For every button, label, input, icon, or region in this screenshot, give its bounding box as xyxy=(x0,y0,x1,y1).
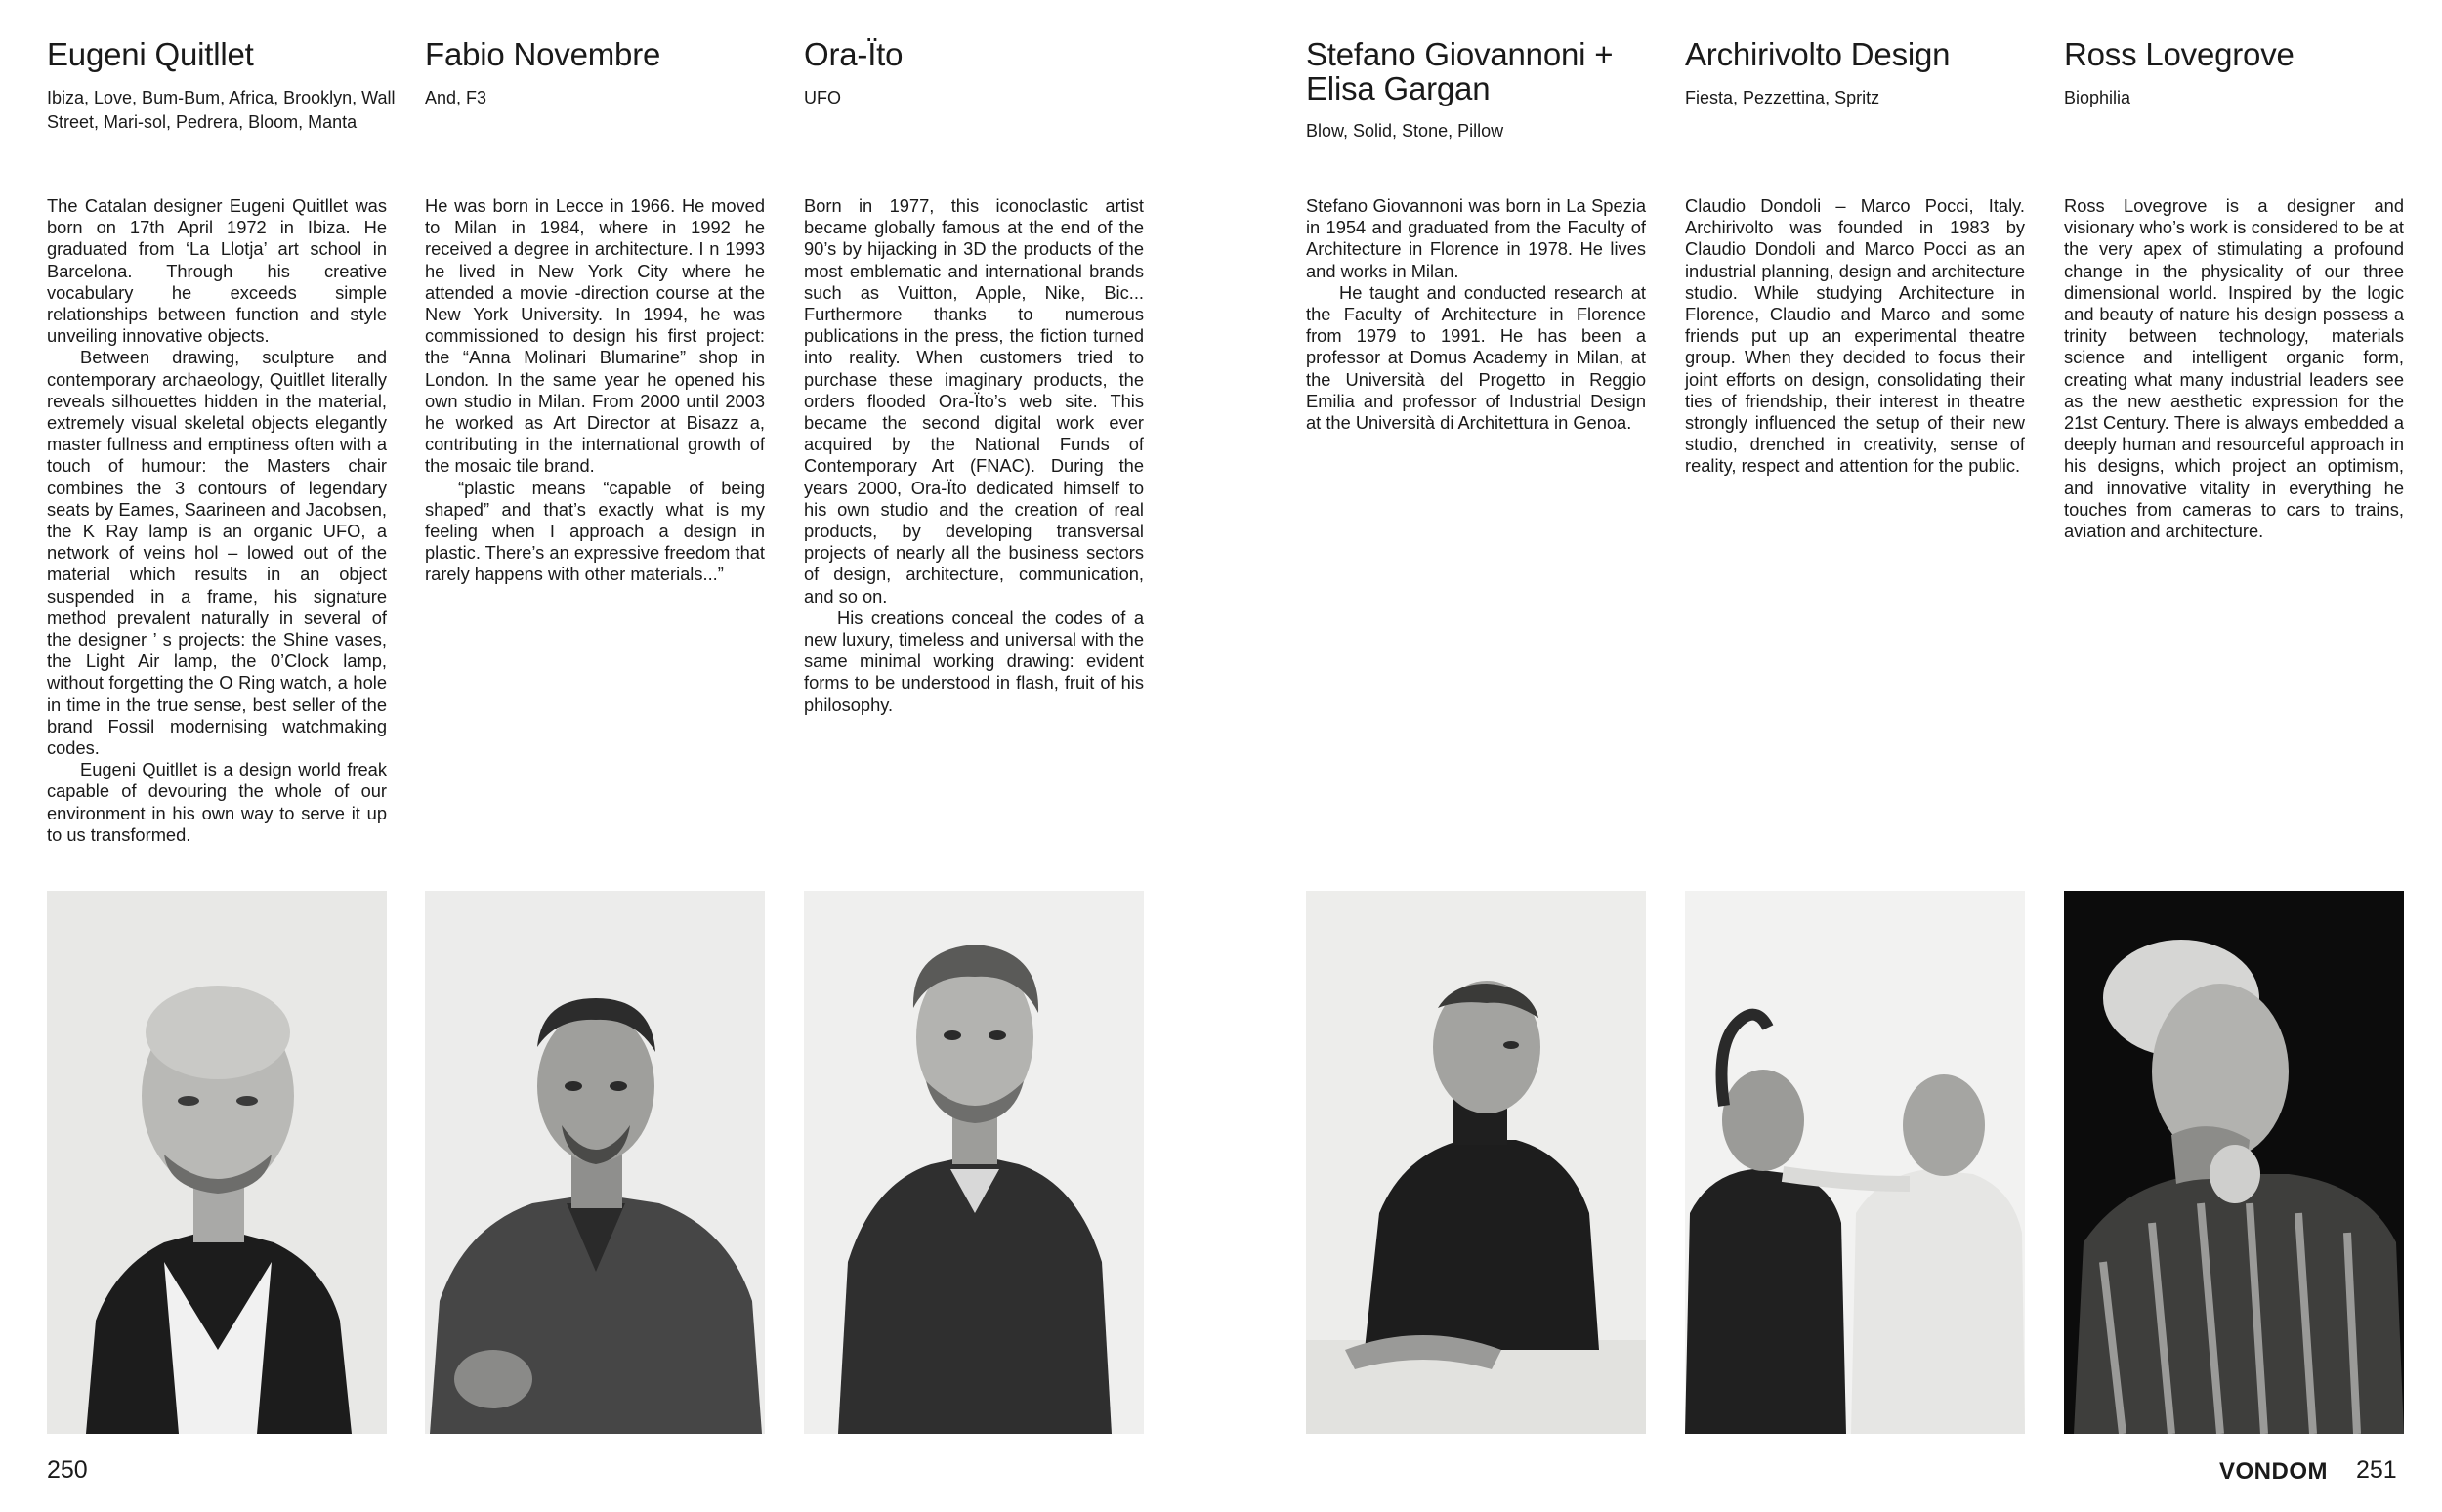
bio-paragraph: He was born in Lecce in 1966. He moved to Milan in 1984, where in 1992 he received a degree in architecture. I n 1993 he lived in New York City where he attended a movie -direction course at the New York University. In 1994, he was commissioned to design his first project: the “Anna Molinari Blumarine” shop in London. In the same year he opened his own studio in Milan. From 2000 until 2003 he worked as Art Director at Bisazz a, contributing in the international growth of the mosaic tile brand. xyxy=(425,195,765,477)
designer-products: Ibiza, Love, Bum-Bum, Africa, Brooklyn, Wall Street, Mari-sol, Pedrera, Bloom, Manta xyxy=(47,88,396,132)
designer-products: Fiesta, Pezzettina, Spritz xyxy=(1685,88,1880,107)
designer-bio xyxy=(1306,195,1646,434)
designer-bio xyxy=(47,195,387,846)
designer-bio xyxy=(1685,195,2025,478)
bio-paragraph: He taught and conducted research at the Faculty of Architecture in Florence from 1979 to 1991. He has been a professor at Domus Academy in Milan, at the Università del Progetto in Reggio Emilia and professor of Industrial Design at the Università di Architettura in Genoa. xyxy=(1306,281,1646,434)
designer-bio xyxy=(425,195,765,586)
portrait-photo xyxy=(1306,891,1646,1434)
portrait-photo xyxy=(47,891,387,1434)
bio-paragraph: Claudio Dondoli – Marco Pocci, Italy. Archirivolto was founded in 1983 by Claudio Dondoli and Marco Pocci as an industrial planning, design and architecture studio. While studying Architecture in Florence, Claudio and Marco and some friends put up an experimental theatre group. When they decided to focus their joint efforts on design, consolidating their ties of friendship, their interest in theatre strongly influenced the setup of their new studio, drenched in creativity, sense of reality, respect and attention for the public. xyxy=(1685,195,2025,477)
brand-logo: VONDOM xyxy=(2219,1458,2328,1485)
designer-name: Fabio Novembre xyxy=(425,36,661,72)
designer-products: UFO xyxy=(804,88,841,107)
designer-name: Ora-Ïto xyxy=(804,36,904,72)
portrait-image xyxy=(1685,891,2025,1434)
designer-products: And, F3 xyxy=(425,88,487,107)
bio-paragraph: Born in 1977, this iconoclastic artist became globally famous at the end of the 90’s by hijacking in 3D the products of the most emblematic and international brands such as Vuitton, Apple, Nike, Bic... Furthermore thanks to numerous publications in the press, the fiction turned into reality. When customers tried to purchase these imaginary products, the orders flooded Ora-Ïto’s web site. This became the second digital work ever acquired by the National Funds of Contemporary Art (FNAC). During the years 2000, Ora-Ïto dedicated himself to his own studio and the creation of real products, by developing transversal projects of nearly all the business sectors of design, architecture, communication, and so on. xyxy=(804,195,1144,607)
bio-paragraph: His creations conceal the codes of a new luxury, timeless and universal with the same minimal working drawing: evident forms to be understood in flash, fruit of his philosophy. xyxy=(804,607,1144,715)
page-number-right: 251 xyxy=(2356,1456,2397,1484)
designer-name: Archirivolto Design xyxy=(1685,36,1951,72)
bio-paragraph: Eugeni Quitllet is a design world freak capable of devouring the whole of our environment in his own way to serve it up to us transformed. xyxy=(47,759,387,845)
portrait-photo xyxy=(804,891,1144,1434)
bio-paragraph: Ross Lovegrove is a designer and visionary who’s work is considered to be at the very apex of stimulating a profound change in the physicality of our three dimensional world. Inspired by the logic and beauty of nature his design possess a trinity between technology, materials science and intelligent organic form, creating what many industrial leaders see as the new aesthetic expression for the 21st Century. There is always embedded a deeply human and resourceful approach in his designs, which project an optimism, and innovative vitality in everything he touches from cameras to cars to trains, aviation and architecture. xyxy=(2064,195,2404,542)
portrait-image xyxy=(425,891,765,1434)
bio-paragraph: Between drawing, sculpture and contemporary archaeology, Quitllet literally reveals silhouettes hidden in the material, extremely visual skeletal objects elegantly master fullness and emptiness often with a touch of humour: the Masters chair combines the 3 contours of legendary seats by Eames, Saarineen and Jacobsen, the K Ray lamp is an organic UFO, a network of veins hol – lowed out of the material which results in an object suspended in a frame, his signature method prevalent naturally in several of the designer ’ s projects: the Shine vases, the Light Air lamp, the 0’Clock lamp, without forgetting the O Ring watch, a hole in time in the true sense, best seller of the brand Fossil modernising watchmaking codes. xyxy=(47,347,387,759)
portrait-photo xyxy=(2064,891,2404,1434)
portrait-photo xyxy=(425,891,765,1434)
designer-name: Ross Lovegrove xyxy=(2064,36,2295,72)
portrait-image xyxy=(47,891,387,1434)
designer-products: Blow, Solid, Stone, Pillow xyxy=(1306,121,1504,141)
bio-paragraph: The Catalan designer Eugeni Quitllet was born on 17th April 1972 in Ibiza. He graduated from ‘La Llotja’ art school in Barcelona. Through his creative vocabulary he exceeds simple relationships between function and style unveiling innovative objects. xyxy=(47,195,387,347)
bio-paragraph: Stefano Giovannoni was born in La Spezia in 1954 and graduated from the Faculty of Architecture in Florence in 1978. He lives and works in Milan. xyxy=(1306,195,1646,281)
designer-products: Biophilia xyxy=(2064,88,2131,107)
designer-bio xyxy=(2064,195,2404,542)
bio-paragraph: “plastic means “capable of being shaped” and that’s exactly what is my feeling when I approach a design in plastic. There’s an expressive freedom that rarely happens with other materials...” xyxy=(425,477,765,585)
portrait-image xyxy=(804,891,1144,1434)
designer-name: Stefano Giovannoni + Elisa Gargan xyxy=(1306,36,1614,106)
portrait-image xyxy=(1306,891,1646,1434)
designer-name: Eugeni Quitllet xyxy=(47,36,254,72)
portrait-image xyxy=(2064,891,2404,1434)
page-number-left: 250 xyxy=(47,1456,88,1484)
portrait-photo xyxy=(1685,891,2025,1434)
designer-bio xyxy=(804,195,1144,716)
